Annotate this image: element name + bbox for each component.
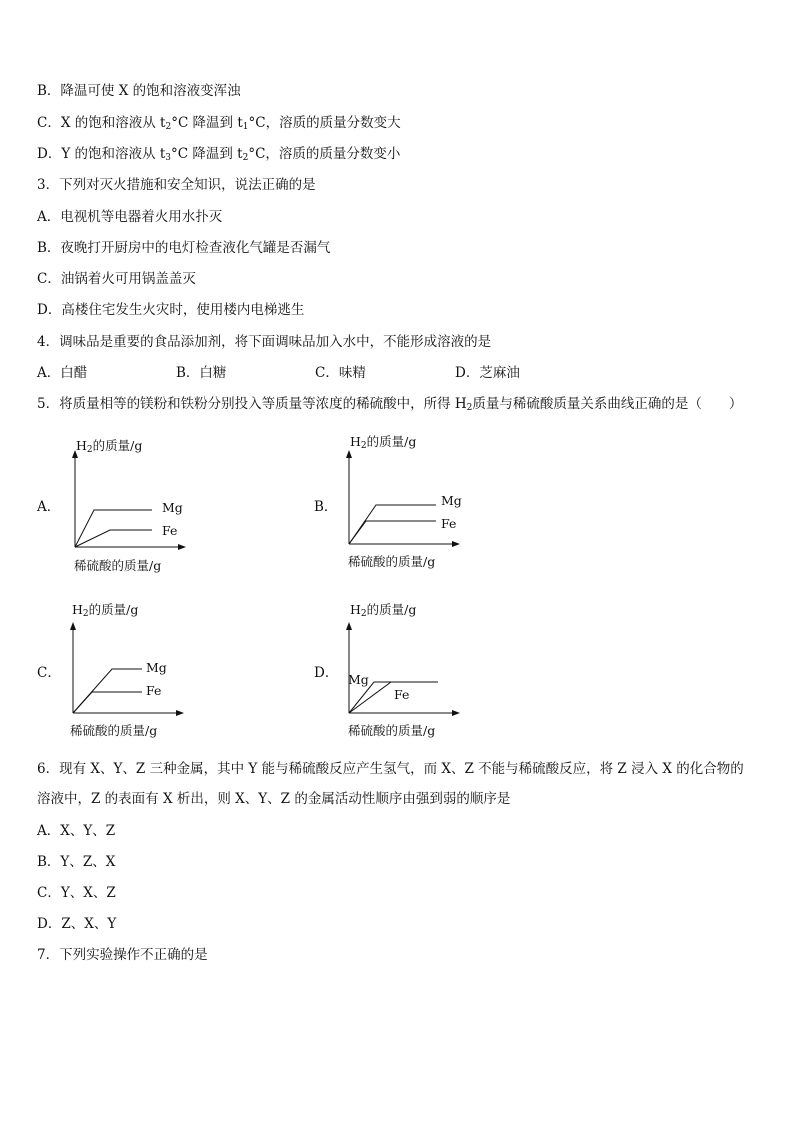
graph-b-ylabel: $H_2$的质量/g	[350, 434, 417, 451]
q5-option-b-label: B．	[314, 499, 338, 515]
q4-stem: 4．调味品是重要的食品添加剂，将下面调味品加入水中，不能形成溶液的是	[37, 334, 492, 350]
graph-b-x-arrow	[452, 541, 460, 547]
graph-b-mg-line	[349, 505, 436, 544]
graph-a-mg-label: Mg	[162, 500, 183, 515]
graph-c-mg-label: Mg	[146, 660, 167, 675]
q4-option-b: B．白糖	[176, 365, 227, 381]
graph-c-ylabel: $H_2$的质量/g	[72, 602, 139, 619]
graph-c-xlabel: 稀硫酸的质量/g	[70, 723, 158, 738]
graph-b-fe-label: Fe	[441, 516, 457, 531]
graph-c-mg-line	[73, 669, 142, 713]
q4-option-a: A．白醋	[37, 365, 88, 381]
q6-stem-line2: 溶液中，Z 的表面有 X 析出，则 X、Y、Z 的金属活动性顺序由强到弱的顺序是	[37, 791, 511, 807]
graph-d-fe-label: Fe	[394, 687, 410, 702]
q5-stem: 5．将质量相等的镁粉和铁粉分别投入等质量等浓度的稀硫酸中，所得 $H_2$质量与稀硫酸质量关系曲线正确的是（ ）	[37, 396, 743, 413]
graph-d-xlabel: 稀硫酸的质量/g	[348, 723, 436, 738]
graph-a-x-arrow	[178, 544, 186, 550]
graph-b-y-arrow	[346, 450, 352, 458]
q5-graph-b	[346, 426, 506, 576]
q5-graph-a	[72, 430, 232, 580]
graph-c-fe-label: Fe	[146, 683, 162, 698]
q3-option-c: C．油锅着火可用锅盖盖灭	[37, 271, 196, 287]
prev-option-d: D．Y 的饱和溶液从 $t_3^\circ C$ 降温到 $t_2^\circ C$，溶质的质量分数变小	[37, 146, 401, 163]
graph-c-fe-line	[73, 692, 142, 713]
q5-option-c-label: C．	[37, 665, 61, 681]
q5-graph-c	[70, 594, 230, 744]
graph-a-fe-label: Fe	[162, 523, 178, 538]
graph-a-ylabel: $H_2$的质量/g	[76, 438, 143, 455]
graph-d-y-arrow	[346, 622, 352, 630]
q6-option-c: C．Y、X、Z	[37, 885, 116, 901]
q3-option-d: D．高楼住宅发生火灾时，使用楼内电梯逃生	[37, 302, 305, 318]
graph-d-mg-label: Mg	[348, 672, 369, 687]
prev-option-c: C．X 的饱和溶液从 $t_2^\circ C$ 降温到 $t_1^\circ C$，溶质的质量分数变大	[37, 115, 401, 132]
q6-option-b: B．Y、Z、X	[37, 854, 116, 870]
graph-b-xlabel: 稀硫酸的质量/g	[348, 554, 436, 569]
graph-c-y-arrow	[70, 622, 76, 630]
q6-stem-line1: 6．现有 X、Y、Z 三种金属，其中 Y 能与稀硫酸反应产生氢气，而 X、Z 不能与稀硫酸反应，将 Z 浸入 X 的化合物的	[37, 761, 744, 777]
graph-a-y-arrow	[72, 450, 78, 458]
q4-option-c: C．味精	[315, 365, 366, 381]
q7-stem: 7．下列实验操作不正确的是	[37, 947, 208, 963]
graph-b-mg-label: Mg	[441, 493, 462, 508]
q4-option-d: D．芝麻油	[455, 365, 520, 381]
q5-option-a-label: A．	[37, 499, 61, 515]
prev-option-b: B．降温可使 X 的饱和溶液变浑浊	[37, 83, 241, 99]
q3-stem: 3．下列对灭火措施和安全知识，说法正确的是	[37, 177, 316, 193]
graph-a-xlabel: 稀硫酸的质量/g	[74, 558, 162, 573]
q3-option-a: A．电视机等电器着火用水扑灭	[37, 209, 223, 225]
q3-option-b: B．夜晚打开厨房中的电灯检查液化气罐是否漏气	[37, 240, 331, 256]
graph-d-ylabel: $H_2$的质量/g	[350, 602, 417, 619]
graph-a-fe-line	[75, 530, 152, 547]
q5-graph-d	[346, 594, 506, 744]
q6-option-a: A．X、Y、Z	[37, 823, 116, 839]
q5-option-d-label: D．	[314, 665, 339, 681]
graph-c-x-arrow	[176, 710, 184, 716]
q6-option-d: D．Z、X、Y	[37, 916, 117, 932]
graph-d-x-arrow	[452, 710, 460, 716]
